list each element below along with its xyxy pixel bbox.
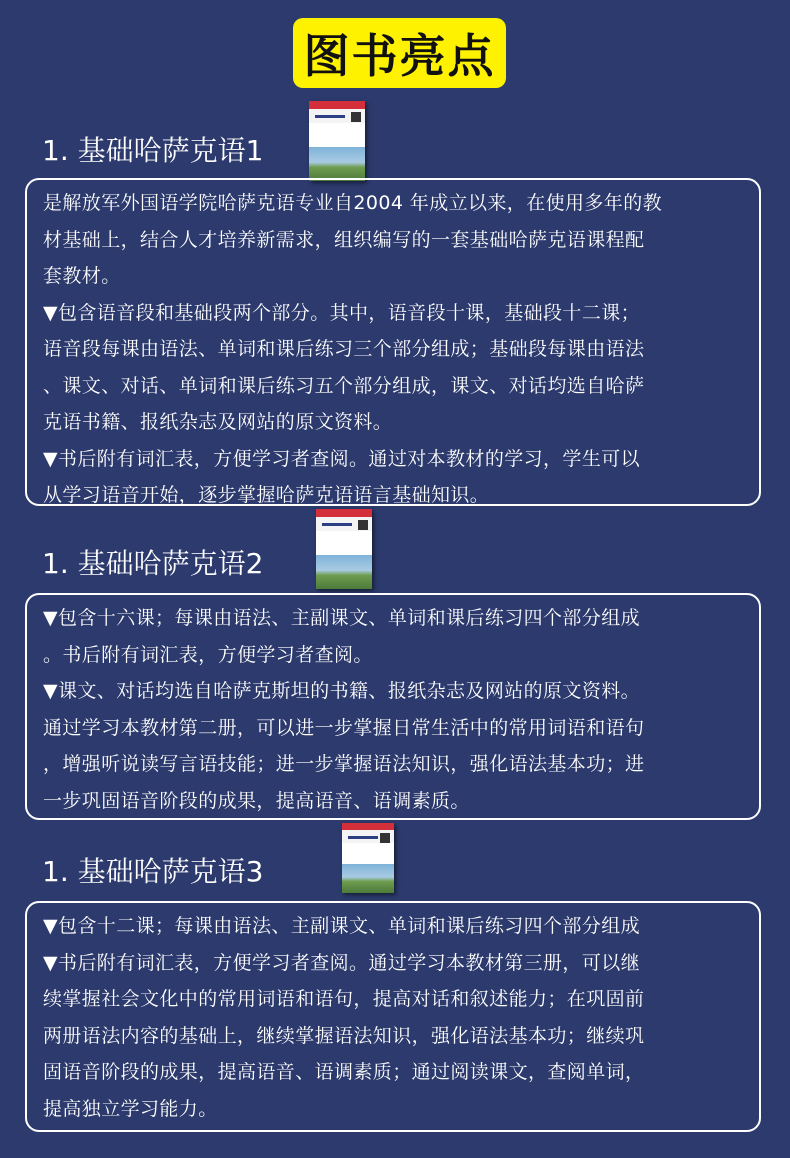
description-line: ▼包含语音段和基础段两个部分。其中，语音段十课，基础段十二课； <box>43 301 641 324</box>
description-box-3 <box>25 901 761 1132</box>
book-cover-image-2 <box>316 509 372 589</box>
description-box-2 <box>25 593 761 820</box>
book-title-1: 1. 基础哈萨克语1 <box>42 134 264 167</box>
book-cover-image-1 <box>309 101 365 181</box>
description-line: 套教材。 <box>43 265 121 287</box>
description-line: 一步巩固语音阶段的成果，提高语音、语调素质。 <box>43 789 470 812</box>
description-line: 续掌握社会文化中的常用词语和语句，提高对话和叙述能力；在巩固前 <box>43 988 645 1010</box>
description-box-1 <box>25 178 761 506</box>
description-line: 通过学习本教材第二册，可以进一步掌握日常生活中的常用词语和语句 <box>43 716 645 739</box>
description-line: 提高独立学习能力。 <box>43 1097 218 1120</box>
description-line: 。书后附有词汇表，方便学习者查阅。 <box>43 643 373 666</box>
description-line: ▼包含十二课；每课由语法、主副课文、单词和课后练习四个部分组成 <box>43 915 641 937</box>
description-line: 克语书籍、报纸杂志及网站的原文资料。 <box>43 411 393 433</box>
book-title-3: 1. 基础哈萨克语3 <box>42 855 264 888</box>
description-line: 语音段每课由语法、单词和课后练习三个部分组成；基础段每课由语法 <box>43 338 645 360</box>
description-line: ▼书后附有词汇表，方便学习者查阅。通过对本教材的学习，学生可以 <box>43 447 641 470</box>
description-line: 材基础上，结合人才培养新需求，组织编写的一套基础哈萨克语课程配 <box>43 228 645 251</box>
description-line: 固语音阶段的成果，提高语音、语调素质；通过阅读课文，查阅单词， <box>43 1061 645 1083</box>
description-line: 两册语法内容的基础上，继续掌握语法知识，强化语法基本功；继续巩 <box>43 1024 645 1047</box>
book-cover-image-3 <box>342 823 394 893</box>
description-line: 、课文、对话、单词和课后练习五个部分组成，课文、对话均选自哈萨 <box>43 374 645 397</box>
description-line: ▼包含十六课；每课由语法、主副课文、单词和课后练习四个部分组成 <box>43 607 641 629</box>
description-line: 是解放军外国语学院哈萨克语专业自2004 年成立以来，在使用多年的教 <box>43 192 662 214</box>
description-line: 从学习语音开始，逐步掌握哈萨克语语言基础知识。 <box>43 484 490 506</box>
section-banner: 图书亮点 <box>293 18 506 88</box>
description-line: ，增强听说读写言语技能；进一步掌握语法知识，强化语法基本功；进 <box>43 753 645 775</box>
description-line: ▼课文、对话均选自哈萨克斯坦的书籍、报纸杂志及网站的原文资料。 <box>43 680 641 702</box>
description-line: ▼书后附有词汇表，方便学习者查阅。通过学习本教材第三册，可以继 <box>43 951 641 974</box>
book-title-2: 1. 基础哈萨克语2 <box>42 547 264 580</box>
